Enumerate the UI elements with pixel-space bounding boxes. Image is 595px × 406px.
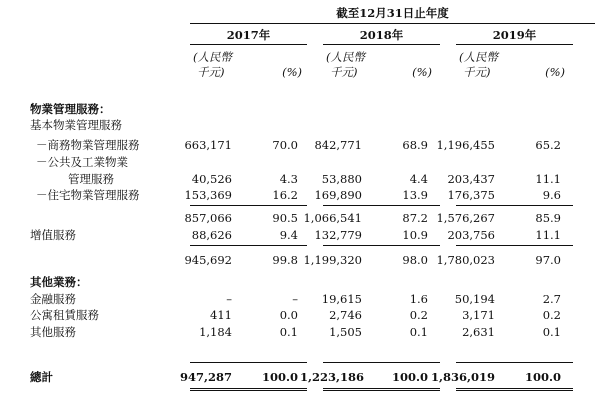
table-cell: 65.2: [535, 138, 561, 152]
table-cell: 13.9: [402, 188, 428, 202]
table-cell: 945,692: [184, 253, 232, 267]
table-cell: 10.9: [402, 228, 428, 242]
year-2017-header: 2017年: [226, 28, 271, 42]
table-cell: 98.0: [402, 253, 428, 267]
unit-2019: (人民幣: [459, 50, 498, 64]
subtotal-rule: [190, 205, 307, 206]
row-public-label-1: －公共及工業物業: [36, 155, 128, 169]
table-cell: 153,369: [184, 188, 232, 202]
table-cell: 9.6: [542, 188, 561, 202]
section-other-business: 其他業務：: [30, 275, 88, 289]
year-2019-rule: [456, 44, 573, 45]
table-cell: 203,437: [447, 172, 495, 186]
unit-2017-b: 千元): [197, 65, 225, 79]
period-title: 截至12月31日止年度: [336, 6, 449, 20]
total-top-rule: [190, 362, 307, 363]
table-cell: 0.1: [279, 325, 298, 339]
table-cell: 2,631: [462, 325, 495, 339]
table-cell: 1,505: [329, 325, 362, 339]
table-cell: 1,199,320: [303, 253, 362, 267]
year-2017-rule: [190, 44, 307, 45]
total-double-rule: [456, 388, 573, 391]
table-cell: 1,066,541: [303, 211, 362, 225]
row-commercial-label: －商務物業管理服務: [36, 138, 140, 152]
year-2018-rule: [323, 44, 440, 45]
unit-2018: (人民幣: [326, 50, 365, 64]
row-residential-label: －住宅物業管理服務: [36, 188, 140, 202]
table-cell: 100.0: [391, 370, 428, 384]
table-cell: 4.3: [279, 172, 298, 186]
subtotal-rule: [456, 205, 573, 206]
table-cell: 1.6: [409, 292, 428, 306]
pct-2018: (%): [412, 65, 432, 79]
row-public-label-2: 管理服務: [68, 172, 114, 186]
total-double-rule: [323, 388, 440, 391]
table-cell: 663,171: [184, 138, 232, 152]
table-cell: 3,171: [462, 308, 495, 322]
table-cell: –: [292, 292, 298, 306]
subtotal-rule: [190, 245, 307, 246]
unit-2017: (人民幣: [193, 50, 232, 64]
pct-2017: (%): [282, 65, 302, 79]
table-cell: 70.0: [272, 138, 298, 152]
table-cell: 87.2: [402, 211, 428, 225]
table-cell: 100.0: [524, 370, 561, 384]
table-cell: 40,526: [191, 172, 232, 186]
subtotal-rule: [323, 205, 440, 206]
table-cell: 176,375: [447, 188, 495, 202]
row-financial-label: 金融服務: [30, 292, 76, 306]
table-cell: 0.2: [409, 308, 428, 322]
section-basic: 基本物業管理服務: [30, 118, 122, 132]
table-cell: 9.4: [279, 228, 298, 242]
table-cell: 411: [210, 308, 232, 322]
table-cell: 842,771: [314, 138, 362, 152]
table-cell: 2.7: [542, 292, 561, 306]
table-cell: 53,880: [321, 172, 362, 186]
table-cell: 68.9: [402, 138, 428, 152]
table-cell: 97.0: [535, 253, 561, 267]
table-cell: 90.5: [272, 211, 298, 225]
year-2018-header: 2018年: [359, 28, 404, 42]
unit-2018-b: 千元): [330, 65, 358, 79]
table-cell: 0.1: [409, 325, 428, 339]
table-cell: 1,576,267: [436, 211, 495, 225]
table-cell: 203,756: [447, 228, 495, 242]
table-cell: 50,194: [454, 292, 495, 306]
table-cell: 16.2: [272, 188, 298, 202]
table-cell: 1,836,019: [430, 370, 495, 384]
table-cell: 857,066: [184, 211, 232, 225]
table-cell: 132,779: [314, 228, 362, 242]
table-cell: 1,184: [199, 325, 232, 339]
pct-2019: (%): [545, 65, 565, 79]
table-cell: 4.4: [409, 172, 428, 186]
table-cell: 1,780,023: [436, 253, 495, 267]
table-cell: 100.0: [261, 370, 298, 384]
section-property-mgmt: 物業管理服務：: [30, 102, 111, 116]
table-cell: 1,196,455: [436, 138, 495, 152]
row-value-added-label: 增值服務: [30, 228, 76, 242]
subtotal-rule: [323, 245, 440, 246]
subtotal-rule: [456, 245, 573, 246]
table-cell: 1,223,186: [300, 370, 365, 384]
total-top-rule: [323, 362, 440, 363]
unit-2019-b: 千元): [463, 65, 491, 79]
table-cell: –: [226, 292, 232, 306]
table-cell: 19,615: [321, 292, 362, 306]
table-cell: 0.1: [542, 325, 561, 339]
table-cell: 85.9: [535, 211, 561, 225]
table-cell: 88,626: [191, 228, 232, 242]
total-double-rule: [190, 388, 307, 391]
table-cell: 11.1: [535, 228, 561, 242]
table-cell: 0.2: [542, 308, 561, 322]
row-other-label: 其他服務: [30, 325, 76, 339]
table-cell: 99.8: [272, 253, 298, 267]
row-apartment-label: 公寓租賃服務: [30, 308, 99, 322]
total-top-rule: [456, 362, 573, 363]
table-cell: 169,890: [314, 188, 362, 202]
table-cell: 947,287: [179, 370, 232, 384]
table-cell: 0.0: [279, 308, 298, 322]
year-2019-header: 2019年: [492, 28, 537, 42]
header-rule: [190, 23, 595, 24]
row-total-label: 總計: [30, 370, 53, 384]
table-cell: 11.1: [535, 172, 561, 186]
table-cell: 2,746: [329, 308, 362, 322]
